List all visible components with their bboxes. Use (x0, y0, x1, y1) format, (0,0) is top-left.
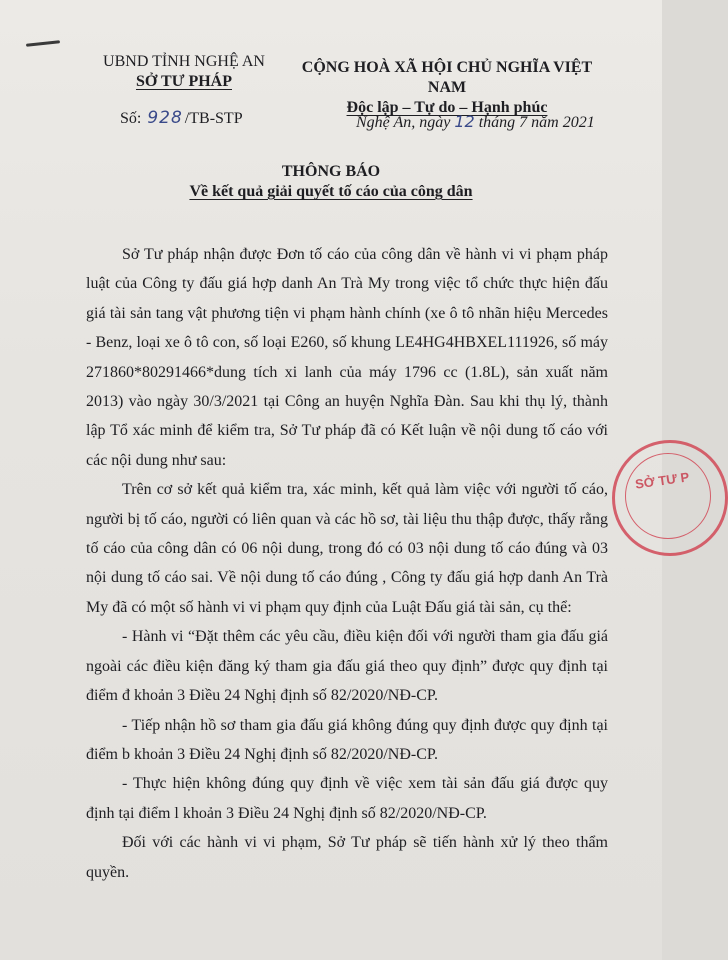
document-title (0, 162, 662, 202)
date-day-handwritten: 12 (454, 112, 475, 131)
issuer-org: UBND TỈNH NGHỆ AN (103, 53, 265, 70)
violation-item-1: - Hành vi “Đặt thêm các yêu cầu, điều kiện đối với người tham gia đấu giá ngoài các điều kiện đăng ký tham gia đấu giá theo quy định” được quy định tại điểm đ khoản 3 Điều 24 Nghị định số 82/2020/NĐ-CP. (86, 628, 608, 705)
violation-item-3: - Thực hiện không đúng quy định về việc xem tài sản đấu giá được quy định tại điểm l khoản 3 Điều 24 Nghị định số 82/2020/NĐ-CP. (86, 775, 608, 822)
title-sub: Về kết quả giải quyết tố cáo của công dân (189, 183, 473, 200)
paragraph-findings: Trên cơ sở kết quả kiểm tra, xác minh, kết quả làm việc với người tố cáo, người bị tố cáo, người có liên quan và các hồ sơ, tài liệu thu thập được, thấy rằng tố cáo của công dân có 06 nội dung, trong đó có 03 nội dung tố cáo đúng và 03 nội dung tố cáo sai. Về nội dung tố cáo đúng , Công ty đấu giá hợp danh An Trà My đã có một số hành vi vi phạm quy định của Luật Đấu giá tài sản, cụ thể: (86, 481, 608, 616)
title-main: THÔNG BÁO (281, 163, 381, 180)
paragraph-intro: Sở Tư pháp nhận được Đơn tố cáo của công dân về hành vi vi phạm pháp luật của Công ty đấu giá hợp danh An Trà My trong việc tổ chức thực hiện đấu giá tài sản tang vật phương tiện vi phạm hành chính (xe ô tô nhãn hiệu Mercedes - Benz, loại xe ô tô con, số loại E260, số khung LE4HG4HBXEL111926, số máy 271860*80291466*dung tích xi lanh của máy 1796 cc (1.8L), sản xuất năm 2013) vào ngày 30/3/2021 tại Công an huyện Nghĩa Đàn. Sau khi thụ lý, thành lập Tổ xác minh để kiểm tra, Sở Tư pháp đã có Kết luận về nội dung tố cáo với các nội dung như sau: (86, 246, 608, 469)
date-suffix: tháng 7 năm 2021 (478, 114, 595, 131)
doc-no-handwritten: 928 (147, 108, 183, 128)
national-header (282, 58, 612, 118)
issuer-header (84, 52, 284, 92)
violation-item-2: - Tiếp nhận hồ sơ tham gia đấu giá không đúng quy định được quy định tại điểm b khoản 3 Điều 24 Nghị định số 82/2020/NĐ-CP. (86, 716, 608, 763)
document-body (86, 240, 608, 887)
date-line (356, 112, 595, 132)
date-prefix: Nghệ An, ngày (356, 114, 451, 131)
paragraph-conclusion: Đối với các hành vi vi phạm, Sở Tư pháp sẽ tiến hành xử lý theo thẩm quyền. (86, 834, 608, 881)
seal-inner-ring (625, 453, 711, 539)
country-name: CỘNG HOÀ XÃ HỘI CHỦ NGHĨA VIỆT NAM (301, 59, 593, 96)
red-seal-stamp (612, 440, 728, 556)
doc-no-suffix: /TB-STP (184, 110, 243, 127)
pen-mark (26, 40, 60, 47)
seal-text: SỞ TƯ P (634, 469, 691, 492)
issuer-dept: SỞ TƯ PHÁP (135, 73, 232, 90)
document-number (120, 108, 243, 128)
doc-no-prefix: Số: (120, 110, 142, 127)
national-motto: Độc lập – Tự do – Hạnh phúc (346, 99, 548, 116)
